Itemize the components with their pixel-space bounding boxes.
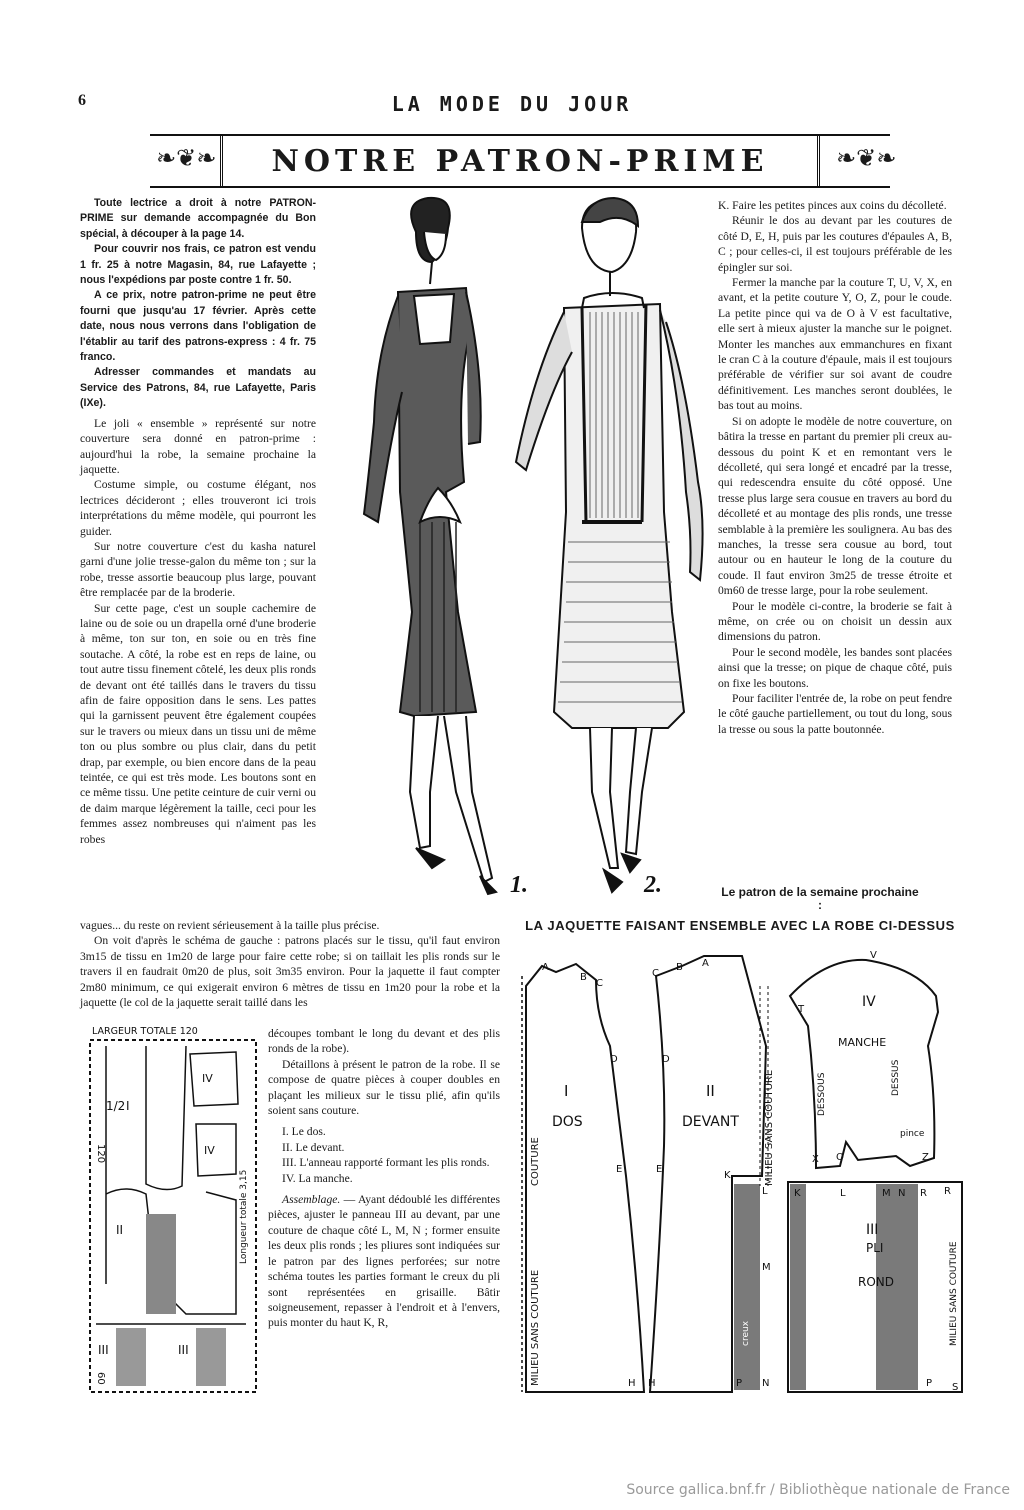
piece-item: III. L'anneau rapporté formant les plis ronds. bbox=[282, 1156, 490, 1170]
page-title: NOTRE PATRON-PRIME bbox=[271, 143, 769, 179]
point-letter: P bbox=[926, 1378, 933, 1389]
magazine-title: LA MODE DU JOUR bbox=[391, 92, 633, 116]
ornament-left: ❧❦❧ bbox=[156, 144, 217, 172]
point-letter: N bbox=[898, 1188, 906, 1199]
point-letter: O bbox=[836, 1152, 844, 1163]
body-paragraph: Pour le modèle ci-contre, la broderie se fait à même, on crée ou on choisit un dessin aux dimensions du patron. bbox=[718, 599, 952, 644]
diagram-top-label: LARGEUR TOTALE 120 bbox=[92, 1026, 198, 1037]
body-paragraph: K. Faire les petites pinces aux coins du décolleté. bbox=[718, 199, 947, 212]
body-paragraph: Pour faciliter l'entrée de, la robe on peut fendre le côté gauche partiellement, ou tout du long, sous la tresse ou sous la patte boutonnée. bbox=[718, 692, 952, 736]
point-letter: P bbox=[736, 1378, 743, 1389]
dos-name: DOS bbox=[552, 1114, 583, 1130]
diagram-measure-2: 60 bbox=[95, 1372, 106, 1385]
diagram-piece-label: III bbox=[178, 1343, 189, 1357]
diagram-piece-label: II bbox=[116, 1223, 124, 1237]
piece-item: IV. La manche. bbox=[282, 1171, 353, 1185]
notice-paragraph: A ce prix, notre patron-prime ne peut être fourni que jusqu'au 17 février. Après cette date, nous nous verrons dans l'obligation de l'établir au tarif des patrons-express : 4 fr. 75 franco. bbox=[80, 289, 316, 364]
body-paragraph: Sur cette page, c'est un souple cachemire de laine ou de soie ou un drapella orné d'une broderie à même, ton sur ton, en soie ou en très fine soutache. A côté, la robe est en reps de laine, ou tout autre tissu finement côtelé, les deux plis ronds de devant ont été taillés dans le travers du tissu afin de faire opposition dans le sens. Les pattes qui la garnissent peuvent être également coupées sur le travers ou mieux dans un tissu uni de même ton ou plus sombre ou plus clair, dans du petit drap, par exemple, ou bien encore dans de la peau teintée, ce qui est très mode. Les boutons sont en ce même tissu. Une petite ceinture de cuir verni ou de daim marque légèrement la taille, ceci pour les femmes assez nombreuses qui n'aiment pas les robes bbox=[80, 601, 316, 846]
pli-name: PLI bbox=[866, 1241, 884, 1255]
point-letter: A bbox=[702, 958, 709, 969]
manche-pince: pince bbox=[900, 1129, 925, 1139]
devant-name: DEVANT bbox=[682, 1114, 739, 1130]
point-letter: E bbox=[656, 1164, 663, 1175]
point-letter: D bbox=[662, 1054, 670, 1065]
notice-paragraph: Toute lectrice a droit à notre PATRON-PRIME sur demande accompagnée du Bon spécial, à découper à la page 14. bbox=[80, 197, 316, 240]
pli-name-2: ROND bbox=[858, 1275, 894, 1289]
pli-roman: III bbox=[866, 1222, 879, 1238]
left-column bbox=[80, 196, 316, 847]
body-paragraph: Costume simple, ou costume élégant, nos lectrices décideront ; elles trouveront ici trois interprétations du même modèle, qui pourront les guider. bbox=[80, 478, 316, 538]
point-letter: K bbox=[724, 1170, 731, 1181]
source-credit: Source gallica.bnf.fr / Bibliothèque nationale de France bbox=[626, 1482, 1010, 1498]
point-letter: R bbox=[944, 1186, 951, 1197]
devant-roman: II bbox=[706, 1082, 715, 1100]
manche-roman: IV bbox=[862, 994, 876, 1010]
point-letter: L bbox=[840, 1188, 846, 1199]
ornament-right: ❧❦❧ bbox=[836, 144, 897, 172]
figure-1-dress bbox=[364, 198, 496, 894]
milieu-label: MILIEU SANS COUTURE bbox=[949, 1241, 959, 1346]
body-paragraph: Le joli « ensemble » représenté sur notre couverture sera donné en patron-prime : aujourd'hui la robe, la semaine prochaine la jaquette. bbox=[80, 416, 316, 476]
point-letter: H bbox=[628, 1378, 636, 1389]
manche-dessus: DESSUS bbox=[891, 1059, 901, 1096]
point-letter: Z bbox=[922, 1152, 929, 1163]
next-week-label: Le patron de la semaine prochaine : bbox=[721, 885, 919, 912]
page-number: 6 bbox=[78, 92, 86, 109]
body-paragraph: Sur notre couverture c'est du kasha naturel garni d'une jolie tresse-galon du même ton ; sur la robe, tresse assortie beaucoup plus large, pouvant être remplacée par de la broderie. bbox=[80, 539, 316, 600]
couture-label: COUTURE bbox=[530, 1137, 541, 1186]
piece-item: I. Le dos. bbox=[282, 1125, 326, 1139]
manche-name: MANCHE bbox=[838, 1036, 887, 1049]
point-letter: E bbox=[616, 1164, 623, 1175]
diagram-piece-label: III bbox=[98, 1343, 109, 1357]
wide-text bbox=[80, 918, 500, 1010]
diagram-half: 1/2 bbox=[106, 1099, 126, 1113]
body-paragraph: Pour le second modèle, les bandes sont placées ainsi que la tresse; on pique de chaque côté, puis on fixe les boutons. bbox=[718, 645, 952, 690]
point-letter: B bbox=[676, 962, 683, 973]
point-letter: T bbox=[798, 1004, 805, 1015]
creux-label: creux bbox=[741, 1320, 751, 1346]
diagram-piece-label: I bbox=[126, 1099, 130, 1113]
point-letter: D bbox=[610, 1054, 618, 1065]
point-letter: C bbox=[652, 968, 659, 979]
point-letter: A bbox=[542, 962, 549, 973]
point-letter: B bbox=[580, 972, 587, 983]
body-paragraph: Si on adopte le modèle de notre couverture, on bâtira la tresse en partant du premier pli creux au-dessous du point K et en remontant vers le décolleté, qui sera longé et encadré par la tresse, qui redescendra ensuite du côté opposé. Une tresse plus large sera cousue en travers au bord du décolleté et au montage des plis ronds, une tresse semblable à la première les soulignera. Au bas des manches, la tresse sera cousue au bord, tout autour ou en hauteur le long de la couture du coude. Il faut environ 3m25 de tresse étroite et 0m60 de tresse large, pour la robe seulement. bbox=[718, 414, 952, 598]
body-paragraph: Détaillons à présent le patron de la robe. Il se compose de quatre pièces à couper doubles en plaçant les milieux sur le tissu plié, afin qu'ils soient sans couture. bbox=[268, 1057, 500, 1118]
diagram-piece-label: IV bbox=[202, 1072, 213, 1085]
pattern-piece-dos bbox=[526, 964, 644, 1392]
point-letter: M bbox=[762, 1262, 771, 1273]
figure-1-number: 1. bbox=[510, 872, 528, 898]
point-letter: S bbox=[952, 1382, 959, 1393]
diagram-piece-label: IV bbox=[204, 1144, 215, 1157]
assembly-text: — Ayant dédoublé les différentes pièces, ajuster le panneau III au devant, par une couture de chaque côté L, M, N ; former ensuite les deux plis ronds ; les pliures sont indiquées sur le patron par des lignes perforées; sur notre schéma toutes les parties formant le creux du pli sont représentées en grisaille. Bâtir soigneusement, repasser à l'endroit et à l'envers, puis monter du haut K, R, bbox=[268, 1193, 500, 1330]
body-paragraph: Réunir le dos au devant par les coutures de côté D, E, H, puis par les coutures d'épaules A, B, C ; pour celles-ci, il est toujours préférable de les épingler sur soi. bbox=[718, 214, 952, 274]
pattern-schematic bbox=[516, 946, 968, 1398]
body-paragraph: On voit d'après le schéma de gauche : patrons placés sur le tissu, qu'il faut environ 3m15 de tissu en 1m20 de large pour faire cette robe; si on taillait les plis ronds sur le travers il en faudrait 0m20 de plus, soit 3m35 environ. Pour la jaquette il faut compter 2m80 minimum, ce qui exigerait environ 6 mètres de tissu en 1m20 pour la robe et la jaquette (le col de la jaquette serait taillé dans les bbox=[80, 934, 500, 1010]
point-letter: K bbox=[794, 1188, 801, 1199]
manche-dessous: DESSOUS bbox=[817, 1072, 827, 1116]
diagram-measure: 120 bbox=[95, 1144, 106, 1164]
point-letter: M bbox=[882, 1188, 891, 1199]
notice-paragraph: Pour couvrir nos frais, ce patron est vendu 1 fr. 25 à notre Magasin, 84, rue Lafayette ; nous l'expédions par poste contre 1 fr. 50. bbox=[80, 243, 316, 287]
right-column bbox=[718, 198, 952, 737]
fabric-layout-diagram bbox=[86, 1024, 262, 1400]
body-paragraph: Fermer la manche par la couture T, U, V, X, en avant, et la petite couture Y, O, Z, pour le coude. La petite pince qui va de O à V est facultative, elle sert à mieux ajuster la manche sur le poignet. Monter les manches aux emmanchures en fixant le cran C à la couture d'épaule, mais il est toujours préférable de vérifier sur soi avant de coudre définitivement. Les manches seront doublées, le bas tout au moins. bbox=[718, 276, 952, 413]
fashion-illustration bbox=[320, 192, 720, 912]
body-paragraph: découpes tombant le long du devant et des plis ronds de la robe). bbox=[268, 1027, 500, 1056]
body-paragraph: vagues... du reste on revient sérieusement à la taille plus précise. bbox=[80, 919, 380, 932]
piece-item: II. Le devant. bbox=[282, 1140, 345, 1154]
dos-roman: I bbox=[564, 1082, 569, 1100]
figure-2-number: 2. bbox=[644, 872, 662, 898]
point-letter: N bbox=[762, 1378, 770, 1389]
point-letter: H bbox=[648, 1378, 656, 1389]
point-letter: L bbox=[762, 1186, 768, 1197]
diagram-side-label: Longueur totale 3,15 bbox=[239, 1169, 249, 1264]
notice-paragraph: Adresser commandes et mandats au Service des Patrons, 84, rue Lafayette, Paris (IXe). bbox=[80, 366, 316, 410]
point-letter: V bbox=[870, 950, 877, 961]
middle-column bbox=[268, 1026, 500, 1331]
milieu-label: MILIEU SANS COUTURE bbox=[764, 1069, 775, 1186]
next-week-headline: LA JAQUETTE FAISANT ENSEMBLE AVEC LA ROBE CI-DESSUS bbox=[525, 918, 955, 933]
assembly-label: Assemblage. bbox=[282, 1193, 341, 1207]
figure-2-dress bbox=[516, 198, 703, 892]
point-letter: C bbox=[596, 978, 603, 989]
point-letter: X bbox=[812, 1154, 819, 1165]
milieu-label: MILIEU SANS COUTURE bbox=[530, 1269, 541, 1386]
title-banner bbox=[150, 134, 890, 188]
point-letter: R bbox=[920, 1188, 927, 1199]
